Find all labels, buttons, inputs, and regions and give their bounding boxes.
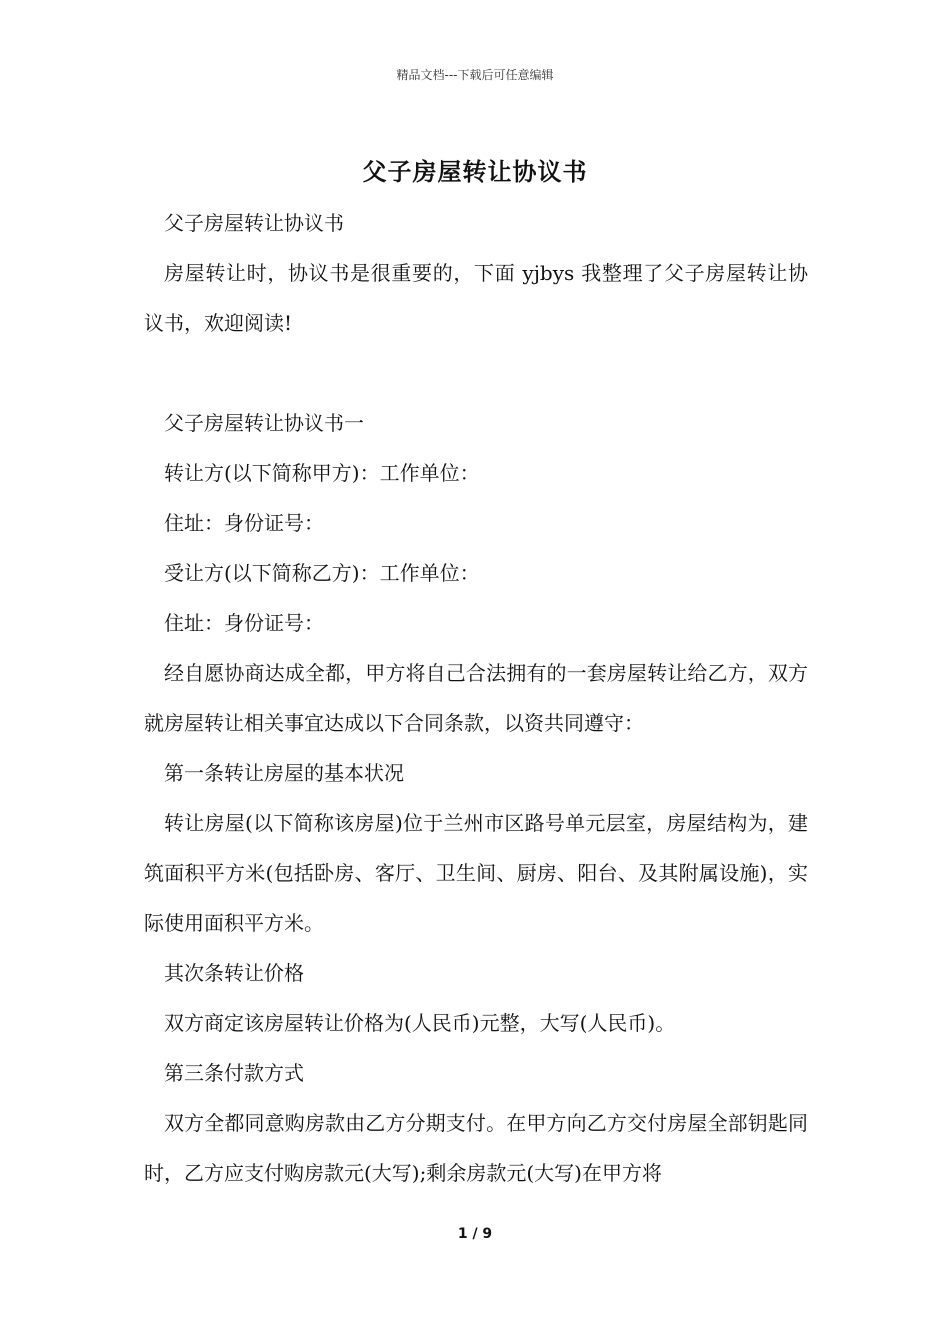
article-body: 双方全都同意购房款由乙方分期支付。在甲方向乙方交付房屋全部钥匙同时，乙方应支付购房款元(大写);剩余房款元(大写)在甲方将 [144, 1111, 808, 1185]
article-body: 双方商定该房屋转让价格为(人民币)元整，大写(人民币)。 [164, 1011, 676, 1035]
blank-line [144, 348, 808, 398]
article-body: 转让房屋(以下简称该房屋)位于兰州市区路号单元层室，房屋结构为，建筑面积平方米(包括卧房、客厅、卫生间、厨房、阳台、及其附属设施)，实际使用面积平方米。 [144, 811, 808, 935]
section-heading: 父子房屋转让协议书一 [164, 411, 364, 435]
transferee-address-line: 住址：身份证号： [164, 611, 324, 635]
subtitle-paragraph: 父子房屋转让协议书 [164, 211, 344, 235]
article-heading: 第一条转让房屋的基本状况 [164, 761, 404, 785]
intro-paragraph: 房屋转让时，协议书是很重要的，下面 yjbys 我整理了父子房屋转让协议书，欢迎阅读! [144, 261, 808, 335]
article-heading: 第三条付款方式 [164, 1061, 304, 1085]
transferor-address-line: 住址：身份证号： [164, 511, 324, 535]
page-number: 1 / 9 [457, 1226, 493, 1242]
document-body [144, 198, 808, 1198]
agreement-preamble: 经自愿协商达成全都，甲方将自己合法拥有的一套房屋转让给乙方，双方就房屋转让相关事宜达成以下合同条款，以资共同遵守： [144, 661, 808, 735]
article-heading: 其次条转让价格 [164, 961, 304, 985]
document-title: 父子房屋转让协议书 [362, 157, 588, 186]
transferee-line: 受让方(以下简称乙方)：工作单位： [164, 561, 480, 585]
page-header-note: 精品文档---下载后可任意编辑 [396, 68, 554, 82]
transferor-line: 转让方(以下简称甲方)：工作单位： [164, 461, 480, 485]
